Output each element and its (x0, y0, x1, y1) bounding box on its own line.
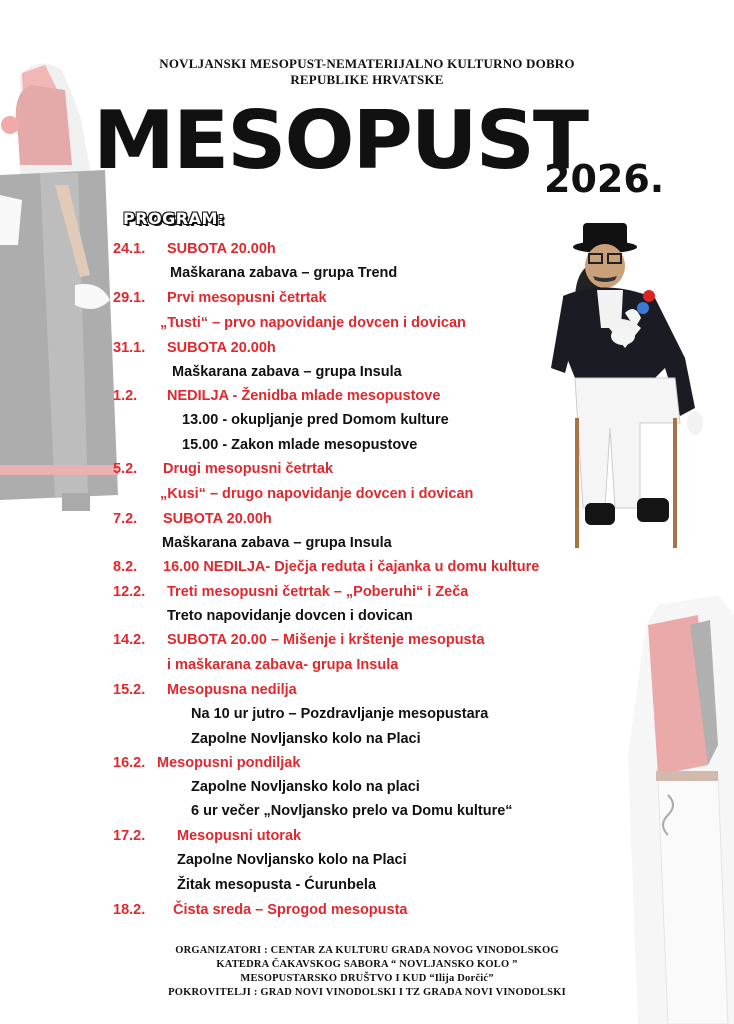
event-detail: Maškarana zabava – grupa Insula (162, 535, 392, 551)
event-detail: Maškarana zabava – grupa Insula (172, 364, 402, 380)
footer-line-2: KATEDRA ČAKAVSKOG SABORA “ NOVLJANSKO KOLO ” (216, 959, 518, 970)
event-title: Čista sreda – Sprogod mesopusta (173, 902, 408, 918)
event-date: 8.2. (113, 559, 138, 575)
event-subtitle: „Kusi“ – drugo napovidanje dovcen i dovican (160, 486, 474, 502)
event-detail: Na 10 ur jutro – Pozdravljanje mesopustara (191, 706, 489, 722)
event-title: Prvi mesopusni četrtak (167, 290, 327, 306)
title-year: 2026. (544, 157, 665, 201)
event-title: SUBOTA 20.00h (163, 511, 272, 527)
event-detail: 6 ur večer „Novljansko prelo va Domu kulture“ (191, 803, 513, 819)
event-title: Mesopusni pondiljak (157, 755, 301, 771)
event-title: SUBOTA 20.00h (167, 340, 276, 356)
event-title: Drugi mesopusni četrtak (163, 461, 334, 477)
event-detail: Zapolne Novljansko kolo na Placi (191, 731, 421, 747)
event-title: NEDILJA - Ženidba mlade mesopustove (167, 388, 441, 404)
page-title: MESOPUST (93, 94, 588, 187)
event-date: 17.2. (113, 828, 146, 844)
event-date: 24.1. (113, 241, 146, 257)
event-subtitle: i maškarana zabava- grupa Insula (167, 657, 399, 673)
event-detail: Zapolne Novljansko kolo na Placi (177, 852, 407, 868)
event-date: 29.1. (113, 290, 146, 306)
carnival-figure-image (545, 218, 715, 556)
event-date: 16.2. (113, 755, 146, 771)
header-line-2: REPUBLIKE HRVATSKE (290, 72, 444, 87)
program-label: PROGRAM: (123, 209, 225, 228)
event-detail: Maškarana zabava – grupa Trend (170, 265, 398, 281)
event-title: Treti mesopusni četrtak – „Poberuhi“ i Zeča (167, 584, 469, 600)
footer-organizers: ORGANIZATORI : CENTAR ZA KULTURU GRADA NOVOG VINODOLSKOG (175, 945, 559, 956)
event-detail: 13.00 - okupljanje pred Domom kulture (182, 412, 449, 428)
event-detail: Žitak mesopusta - Ćurunbela (177, 877, 377, 893)
event-title: Mesopusna nedilja (167, 682, 297, 698)
event-date: 1.2. (113, 388, 138, 404)
event-date: 5.2. (113, 461, 138, 477)
event-date: 7.2. (113, 511, 138, 527)
event-detail: 15.00 - Zakon mlade mesopustove (182, 437, 418, 453)
event-date: 15.2. (113, 682, 146, 698)
footer-sponsors: POKROVITELJI : GRAD NOVI VINODOLSKI I TZ GRADA NOVI VINODOLSKI (168, 987, 566, 998)
event-title: Mesopusni utorak (177, 828, 302, 844)
event-date: 18.2. (113, 902, 146, 918)
event-detail: Treto napovidanje dovcen i dovican (167, 608, 413, 624)
footer-line-3: MESOPUSTARSKO DRUŠTVO I KUD “Ilija Dorčić” (240, 973, 494, 984)
event-title: SUBOTA 20.00h (167, 241, 276, 257)
event-detail: Zapolne Novljansko kolo na placi (191, 779, 420, 795)
event-date: 31.1. (113, 340, 146, 356)
event-title: SUBOTA 20.00 – Mišenje i krštenje mesopusta (167, 632, 485, 648)
event-date: 14.2. (113, 632, 146, 648)
event-subtitle: „Tusti“ – prvo napovidanje dovcen i dovican (160, 315, 466, 331)
header-line-1: NOVLJANSKI MESOPUST-NEMATERIJALNO KULTURNO DOBRO (159, 56, 575, 71)
event-title: 16.00 NEDILJA- Dječja reduta i čajanka u domu kulture (163, 559, 540, 575)
event-date: 12.2. (113, 584, 146, 600)
